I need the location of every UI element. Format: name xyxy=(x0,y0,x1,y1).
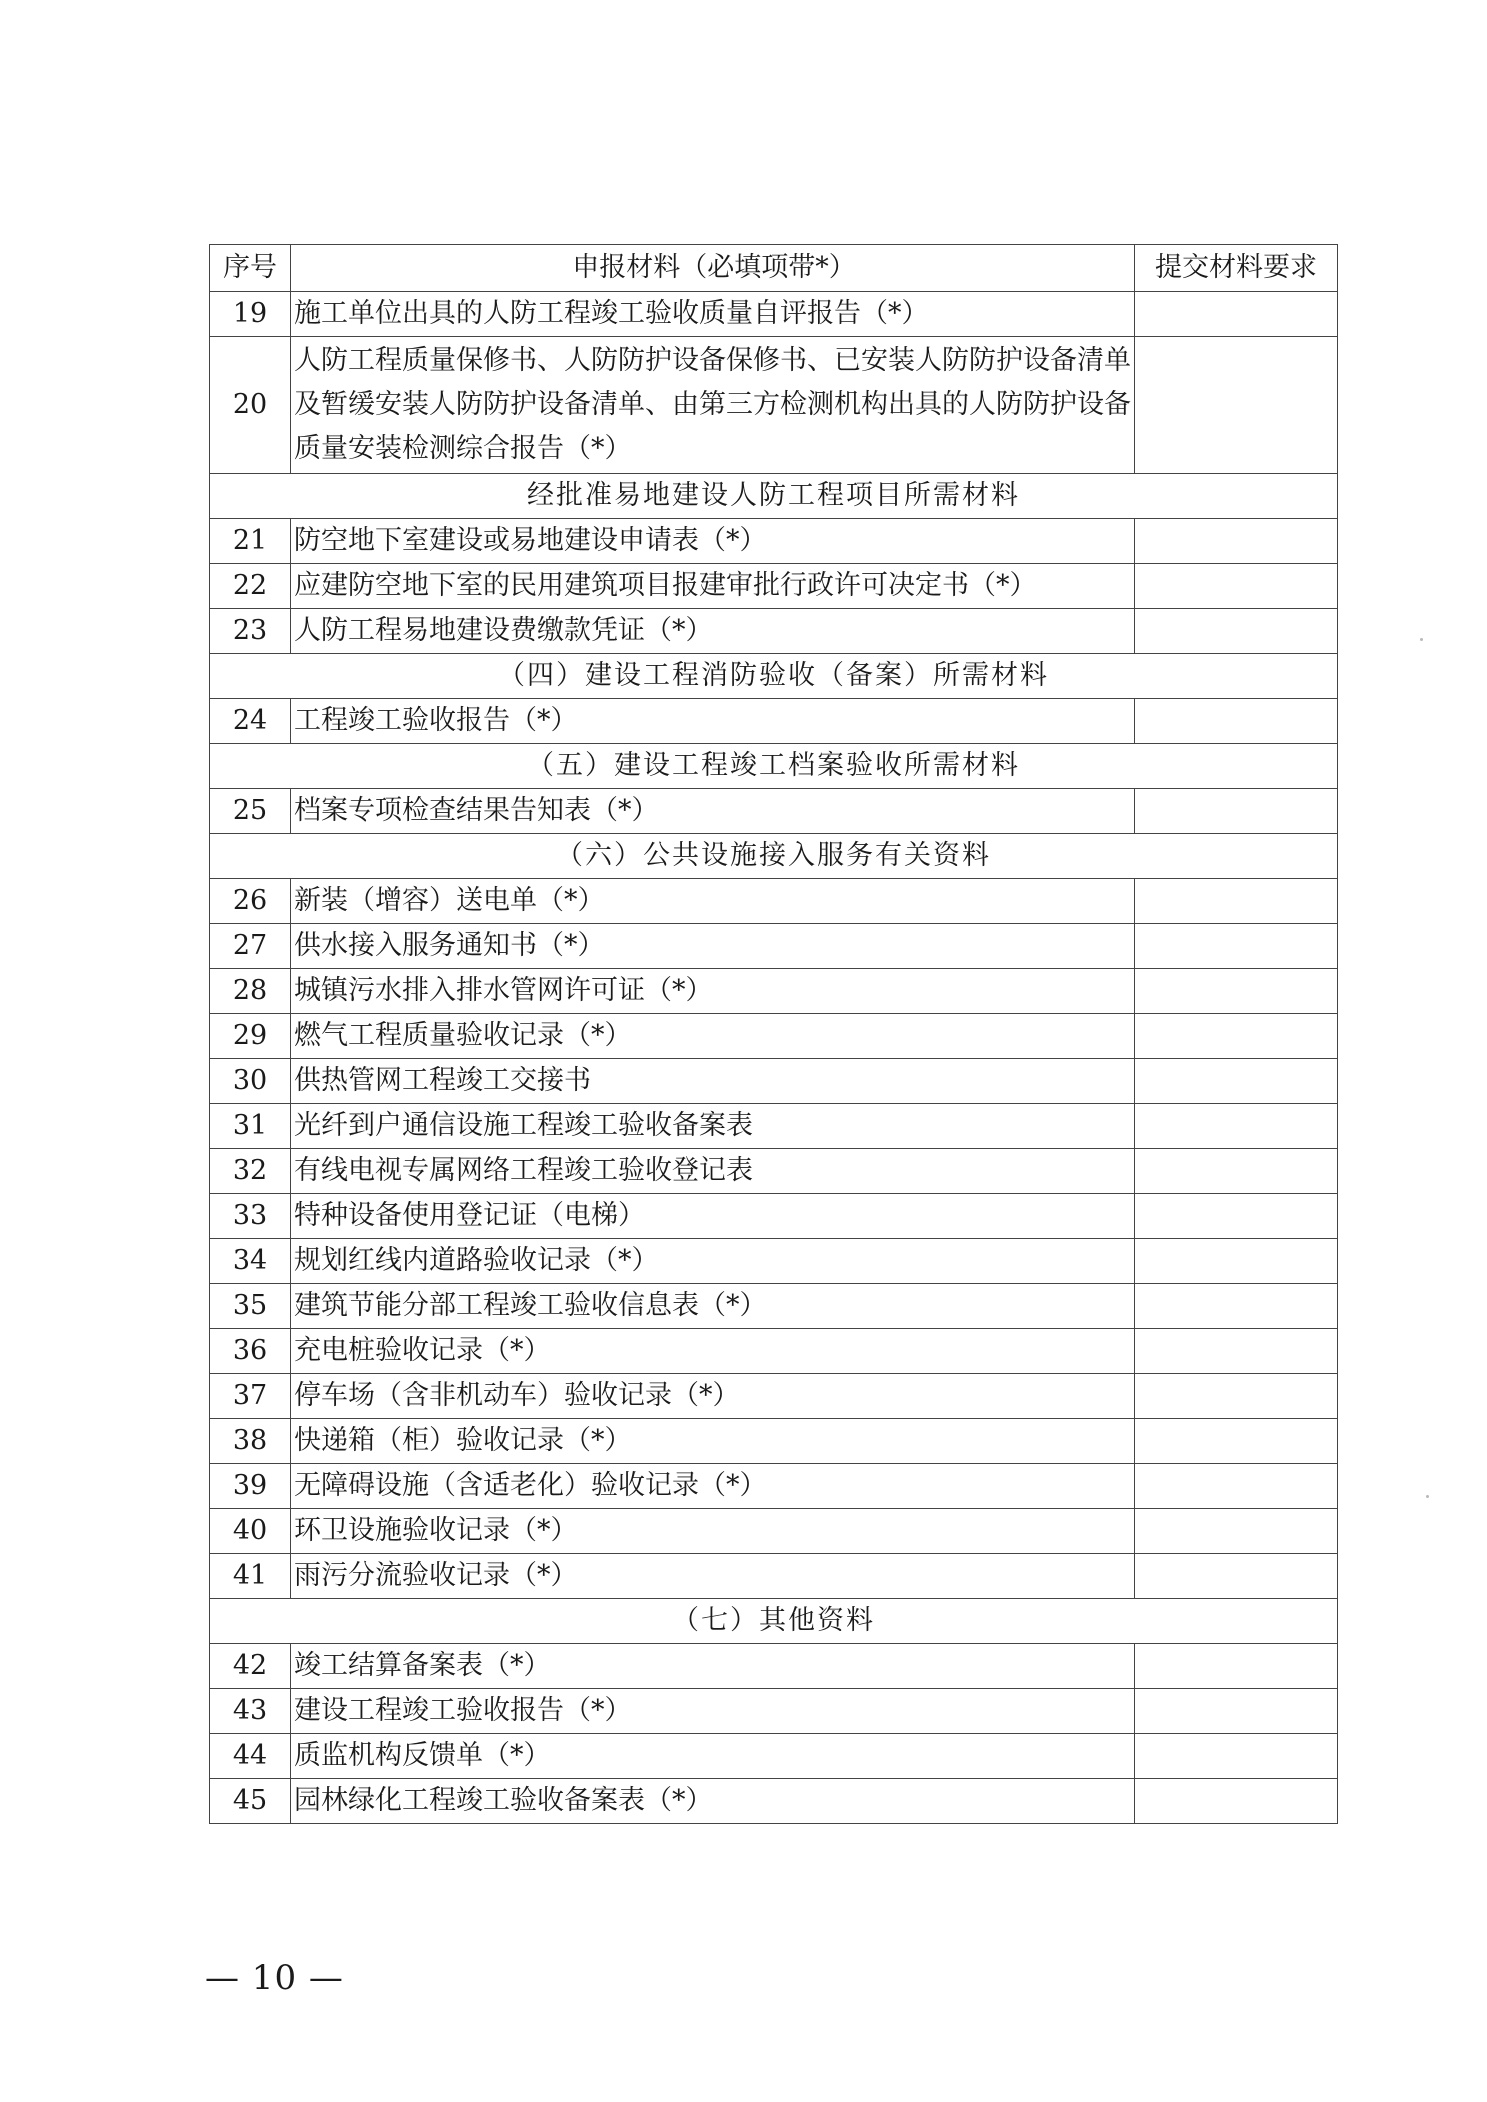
row-seq: 26 xyxy=(210,879,291,924)
row-requirement xyxy=(1135,1239,1338,1284)
row-seq: 29 xyxy=(210,1014,291,1059)
row-seq: 35 xyxy=(210,1284,291,1329)
row-requirement xyxy=(1135,337,1338,474)
row-seq: 28 xyxy=(210,969,291,1014)
section-title: （四）建设工程消防验收（备案）所需材料 xyxy=(210,654,1338,699)
row-material: 燃气工程质量验收记录（*） xyxy=(291,1014,1135,1059)
table-row xyxy=(210,1104,1338,1149)
row-material: 无障碍设施（含适老化）验收记录（*） xyxy=(291,1464,1135,1509)
row-material: 新装（增容）送电单（*） xyxy=(291,879,1135,924)
row-seq: 20 xyxy=(210,337,291,474)
scan-speck xyxy=(1426,1495,1429,1498)
row-requirement xyxy=(1135,789,1338,834)
table-row xyxy=(210,1419,1338,1464)
row-material: 光纤到户通信设施工程竣工验收备案表 xyxy=(291,1104,1135,1149)
row-material: 人防工程易地建设费缴款凭证（*） xyxy=(291,609,1135,654)
row-seq: 30 xyxy=(210,1059,291,1104)
table-row xyxy=(210,292,1338,337)
row-seq: 37 xyxy=(210,1374,291,1419)
row-material: 环卫设施验收记录（*） xyxy=(291,1509,1135,1554)
row-material: 特种设备使用登记证（电梯） xyxy=(291,1194,1135,1239)
row-requirement xyxy=(1135,1329,1338,1374)
table-row xyxy=(210,1284,1338,1329)
row-seq: 36 xyxy=(210,1329,291,1374)
row-material: 供水接入服务通知书（*） xyxy=(291,924,1135,969)
row-material: 防空地下室建设或易地建设申请表（*） xyxy=(291,519,1135,564)
table-row xyxy=(210,699,1338,744)
row-material: 人防工程质量保修书、人防防护设备保修书、已安装人防防护设备清单及暂缓安装人防防护设备清单、由第三方检测机构出具的人防防护设备质量安装检测综合报告（*） xyxy=(291,337,1135,474)
table-row xyxy=(210,1239,1338,1284)
row-seq: 22 xyxy=(210,564,291,609)
row-requirement xyxy=(1135,1689,1338,1734)
table-row xyxy=(210,1734,1338,1779)
row-requirement xyxy=(1135,699,1338,744)
section-title: （七）其他资料 xyxy=(210,1599,1338,1644)
row-material: 停车场（含非机动车）验收记录（*） xyxy=(291,1374,1135,1419)
row-material: 应建防空地下室的民用建筑项目报建审批行政许可决定书（*） xyxy=(291,564,1135,609)
table-row xyxy=(210,519,1338,564)
header-seq: 序号 xyxy=(210,245,291,292)
section-title: （五）建设工程竣工档案验收所需材料 xyxy=(210,744,1338,789)
row-seq: 23 xyxy=(210,609,291,654)
row-requirement xyxy=(1135,1464,1338,1509)
row-material: 城镇污水排入排水管网许可证（*） xyxy=(291,969,1135,1014)
row-requirement xyxy=(1135,609,1338,654)
row-seq: 24 xyxy=(210,699,291,744)
row-material: 快递箱（柜）验收记录（*） xyxy=(291,1419,1135,1464)
row-material: 园林绿化工程竣工验收备案表（*） xyxy=(291,1779,1135,1824)
row-material: 规划红线内道路验收记录（*） xyxy=(291,1239,1135,1284)
section-header-row xyxy=(210,654,1338,699)
row-material: 建设工程竣工验收报告（*） xyxy=(291,1689,1135,1734)
scan-speck xyxy=(1420,638,1423,641)
row-seq: 44 xyxy=(210,1734,291,1779)
table-row xyxy=(210,337,1338,474)
section-header-row xyxy=(210,834,1338,879)
table-row xyxy=(210,1149,1338,1194)
row-seq: 42 xyxy=(210,1644,291,1689)
row-requirement xyxy=(1135,1014,1338,1059)
section-header-row xyxy=(210,474,1338,519)
table-row xyxy=(210,1194,1338,1239)
table-row xyxy=(210,1689,1338,1734)
table-row xyxy=(210,1779,1338,1824)
row-requirement xyxy=(1135,1149,1338,1194)
row-requirement xyxy=(1135,1419,1338,1464)
table-row xyxy=(210,1509,1338,1554)
row-seq: 34 xyxy=(210,1239,291,1284)
section-header-row xyxy=(210,1599,1338,1644)
row-material: 施工单位出具的人防工程竣工验收质量自评报告（*） xyxy=(291,292,1135,337)
page-number: — 10 — xyxy=(205,1958,344,1998)
row-material: 雨污分流验收记录（*） xyxy=(291,1554,1135,1599)
table-row xyxy=(210,1644,1338,1689)
row-seq: 45 xyxy=(210,1779,291,1824)
row-seq: 40 xyxy=(210,1509,291,1554)
row-requirement xyxy=(1135,1734,1338,1779)
table-row xyxy=(210,924,1338,969)
row-seq: 32 xyxy=(210,1149,291,1194)
row-requirement xyxy=(1135,1104,1338,1149)
row-material: 供热管网工程竣工交接书 xyxy=(291,1059,1135,1104)
table-body xyxy=(210,245,1338,1824)
row-seq: 33 xyxy=(210,1194,291,1239)
row-requirement xyxy=(1135,924,1338,969)
row-requirement xyxy=(1135,292,1338,337)
materials-table xyxy=(209,244,1338,1824)
row-requirement xyxy=(1135,1284,1338,1329)
table-row xyxy=(210,1059,1338,1104)
section-header-row xyxy=(210,744,1338,789)
row-requirement xyxy=(1135,1194,1338,1239)
table-row xyxy=(210,1464,1338,1509)
table-row xyxy=(210,564,1338,609)
row-material: 竣工结算备案表（*） xyxy=(291,1644,1135,1689)
row-requirement xyxy=(1135,969,1338,1014)
row-requirement xyxy=(1135,879,1338,924)
row-seq: 19 xyxy=(210,292,291,337)
row-material: 充电桩验收记录（*） xyxy=(291,1329,1135,1374)
row-requirement xyxy=(1135,1509,1338,1554)
row-seq: 38 xyxy=(210,1419,291,1464)
row-seq: 41 xyxy=(210,1554,291,1599)
row-seq: 31 xyxy=(210,1104,291,1149)
table-row xyxy=(210,879,1338,924)
table-row xyxy=(210,1554,1338,1599)
row-material: 工程竣工验收报告（*） xyxy=(291,699,1135,744)
table-row xyxy=(210,609,1338,654)
row-requirement xyxy=(1135,1779,1338,1824)
row-material: 质监机构反馈单（*） xyxy=(291,1734,1135,1779)
row-material: 有线电视专属网络工程竣工验收登记表 xyxy=(291,1149,1135,1194)
row-requirement xyxy=(1135,1644,1338,1689)
row-material: 档案专项检查结果告知表（*） xyxy=(291,789,1135,834)
header-material: 申报材料（必填项带*） xyxy=(291,245,1135,292)
table-header-row xyxy=(210,245,1338,292)
row-seq: 27 xyxy=(210,924,291,969)
row-material: 建筑节能分部工程竣工验收信息表（*） xyxy=(291,1284,1135,1329)
section-title: 经批准易地建设人防工程项目所需材料 xyxy=(210,474,1338,519)
row-requirement xyxy=(1135,519,1338,564)
table-row xyxy=(210,1329,1338,1374)
row-seq: 39 xyxy=(210,1464,291,1509)
row-requirement xyxy=(1135,1374,1338,1419)
row-requirement xyxy=(1135,564,1338,609)
row-requirement xyxy=(1135,1554,1338,1599)
row-seq: 21 xyxy=(210,519,291,564)
row-seq: 43 xyxy=(210,1689,291,1734)
header-requirement: 提交材料要求 xyxy=(1135,245,1338,292)
section-title: （六）公共设施接入服务有关资料 xyxy=(210,834,1338,879)
table-row xyxy=(210,969,1338,1014)
row-seq: 25 xyxy=(210,789,291,834)
table-row xyxy=(210,789,1338,834)
table-row xyxy=(210,1014,1338,1059)
table-row xyxy=(210,1374,1338,1419)
row-requirement xyxy=(1135,1059,1338,1104)
